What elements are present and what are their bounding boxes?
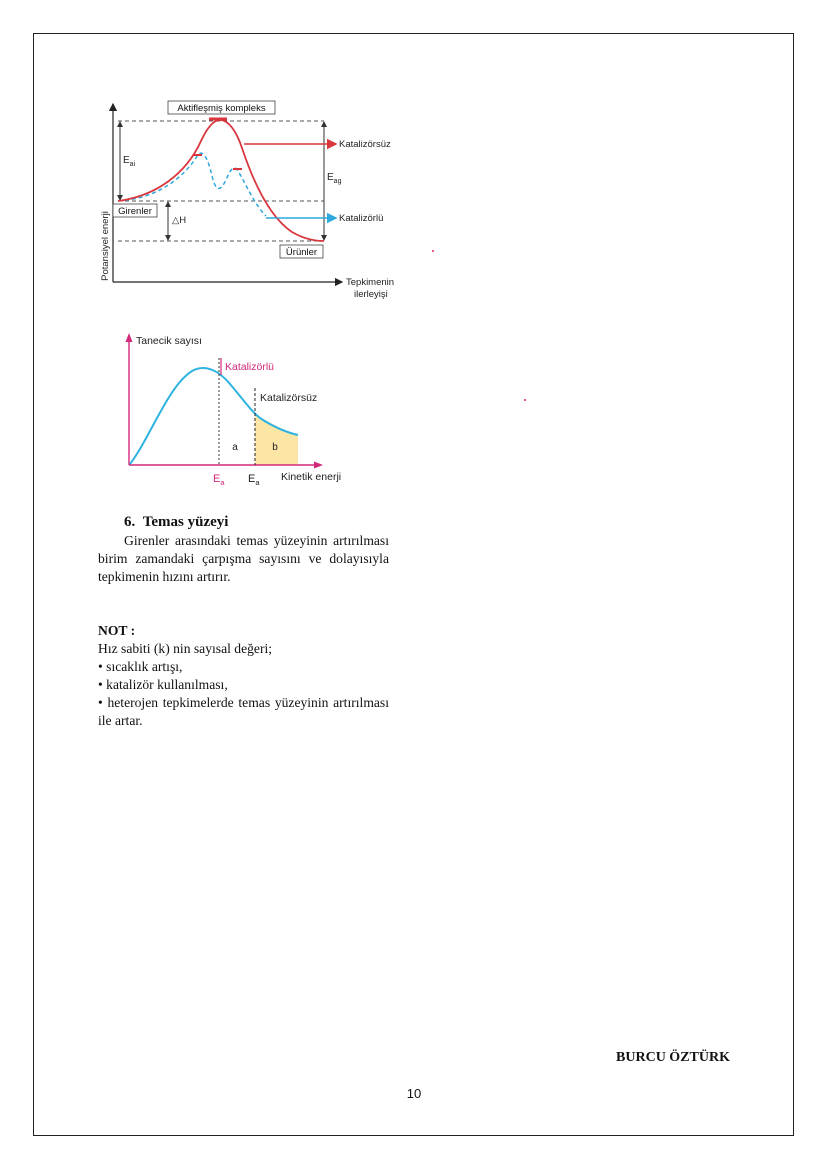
- kinetic-energy-distribution-chart: [120, 328, 370, 490]
- stray-mark: [524, 399, 526, 401]
- energy-diagram: [96, 96, 416, 306]
- region-a-label: a: [232, 442, 238, 453]
- section-title: Temas yüzeyi: [142, 514, 229, 530]
- note-item: • heterojen tepkimelerde temas yüzeyinin artırılması ile artar.: [98, 695, 389, 728]
- y-axis-label: Potansiyel enerji: [100, 211, 111, 281]
- y-axis-label: Tanecik sayısı: [136, 335, 202, 347]
- delta-h-label: △H: [172, 215, 187, 226]
- x-axis-label: Kinetik enerji: [281, 471, 342, 483]
- ea-catalyzed-tick-label: $E_a$: [213, 473, 225, 487]
- x-axis-label-line2: ilerleyişi: [354, 289, 388, 300]
- section-paragraph-text: Girenler arasındaki temas yüzeyinin artırılması birim zamandaki çarpışma sayısını ve dolayısıyla tepkimenin hızını artırır.: [98, 533, 389, 584]
- catalyzed-label: Katalizörlü: [225, 361, 275, 373]
- note-item: • sıcaklık artışı,: [98, 659, 183, 674]
- section-heading: [124, 514, 228, 531]
- x-axis-label-line1: Tepkimenin: [346, 277, 395, 288]
- region-b-label: b: [272, 442, 278, 453]
- uncatalyzed-label: Katalizörsüz: [260, 392, 318, 404]
- activated-complex-label: Aktifleşmiş kompleks: [177, 103, 266, 114]
- eai-label: $E_{ai}$: [123, 155, 136, 168]
- author-name: BURCU ÖZTÜRK: [616, 1050, 730, 1065]
- catalyzed-label: Katalizörlü: [339, 213, 384, 224]
- products-label: Ürünler: [285, 247, 318, 258]
- note-title: NOT :: [98, 623, 136, 638]
- section-paragraph: [98, 532, 389, 586]
- stray-mark: [432, 250, 434, 252]
- ea-uncatalyzed-tick-label: $E_a$: [248, 473, 260, 487]
- region-b-shading: [255, 414, 298, 465]
- note-intro: Hız sabiti (k) nin sayısal değeri;: [98, 641, 273, 656]
- uncatalyzed-curve: [118, 120, 324, 241]
- section-number: 6.: [124, 514, 136, 530]
- uncatalyzed-label: Katalizörsüz: [339, 139, 391, 150]
- page-number: 10: [406, 1086, 422, 1101]
- note-item: • katalizör kullanılması,: [98, 677, 228, 692]
- reactants-label: Girenler: [118, 206, 152, 217]
- eag-label: $E_{ag}$: [327, 172, 342, 185]
- note-block: [98, 622, 389, 730]
